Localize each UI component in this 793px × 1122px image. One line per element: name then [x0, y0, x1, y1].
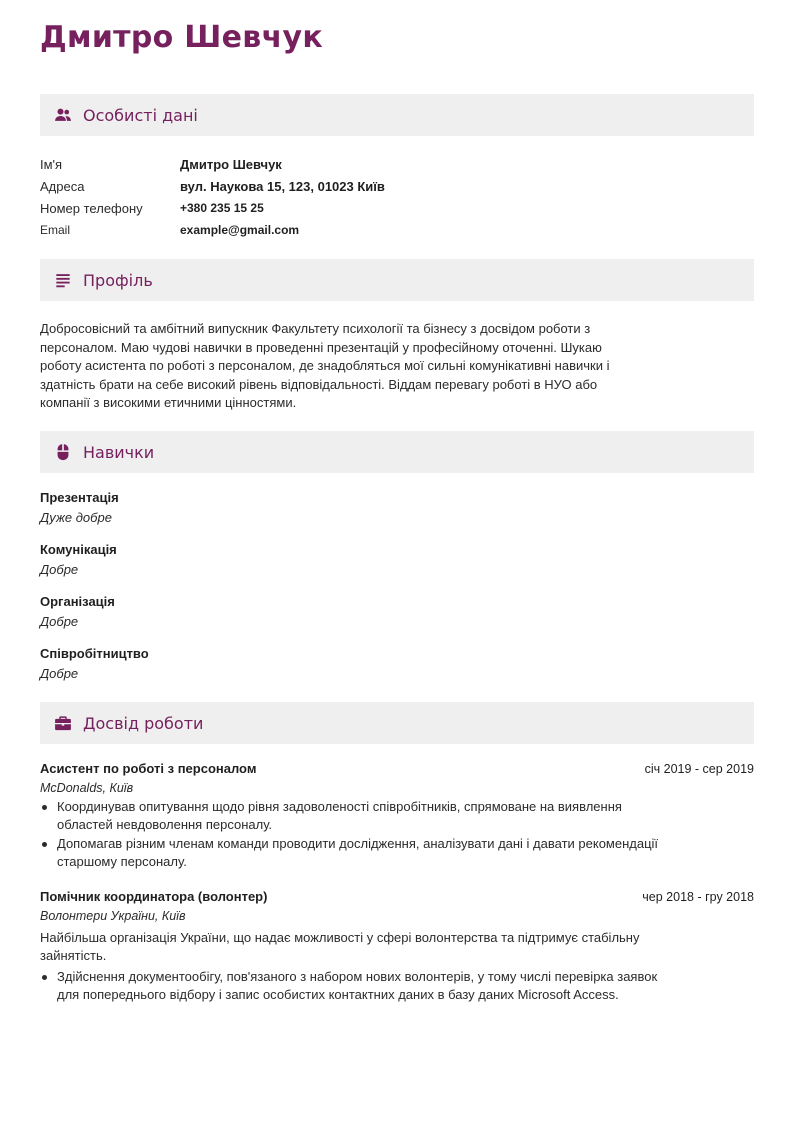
job-title: Помічник координатора (волонтер) [40, 889, 268, 904]
job-entry [40, 761, 754, 872]
section-title: Навички [83, 442, 155, 462]
skill-name: Комунікація [40, 542, 117, 557]
skill-item [40, 541, 117, 579]
skill-name: Співробітництво [40, 646, 149, 661]
job-organization: McDonalds, Київ [40, 781, 134, 795]
section-title: Особисті дані [83, 105, 198, 125]
resume-name: Дмитро Шевчук [40, 20, 323, 55]
job-bullets [40, 968, 660, 1004]
field-value: +380 235 15 25 [180, 201, 264, 215]
job-title: Асистент по роботі з персоналом [40, 761, 257, 776]
skill-name: Презентація [40, 490, 119, 505]
section-experience-header [40, 702, 754, 744]
section-title: Профіль [83, 270, 153, 290]
skill-name: Організація [40, 594, 115, 609]
text-lines-icon [52, 269, 74, 291]
personal-row-name [40, 155, 282, 173]
skill-level: Добре [40, 614, 79, 629]
personal-row-address [40, 177, 385, 195]
field-value: Дмитро Шевчук [180, 156, 282, 172]
job-entry [40, 889, 754, 1005]
mouse-icon [52, 441, 74, 463]
list-item: Координував опитування щодо рівня задоволеності співробітників, спрямоване на виявлення областей невдоволення персоналу. [40, 798, 660, 834]
section-profile-header [40, 259, 754, 301]
section-skills-header [40, 431, 754, 473]
skill-level: Добре [40, 562, 79, 577]
field-label: Номер телефону [40, 200, 143, 216]
skill-level: Дуже добре [40, 510, 112, 525]
field-label: Адреса [40, 178, 85, 194]
field-label: Ім'я [40, 156, 63, 172]
job-dates: чер 2018 - гру 2018 [642, 890, 754, 904]
skill-item [40, 489, 119, 527]
skill-item [40, 645, 149, 683]
field-value: вул. Наукова 15, 123, 01023 Київ [180, 178, 385, 194]
list-item: Здійснення документообігу, пов'язаного з набором нових волонтерів, у тому числі перевірка заявок для попереднього відбору і запис особистих контактних даних в базу даних Microsoft Access. [40, 968, 660, 1004]
profile-text: Добросовісний та амбітний випускник Факультету психології та бізнесу з досвідом роботи з персоналом. Маю чудові навички в проведенні презентацій у професійному оточенні. Шукаю роботу асистента по роботі з персоналом, де знадобляться мої сильні комунікативні навички і здатність брати на себе високий рівень відповідальності. Віддам перевагу роботі в НУО або компанії з високими етичними цінностями. [40, 321, 610, 410]
users-icon [52, 104, 74, 126]
job-dates: січ 2019 - сер 2019 [644, 762, 754, 776]
briefcase-icon [52, 712, 74, 734]
field-label: Email [40, 223, 71, 237]
job-organization: Волонтери України, Київ [40, 909, 186, 923]
skill-item [40, 593, 115, 631]
job-description: Найбільша організація України, що надає можливості у сфері волонтерства та підтримує стабільну зайнятість. [40, 930, 640, 963]
job-bullets [40, 798, 660, 871]
field-value: example@gmail.com [180, 223, 300, 237]
personal-row-email [40, 221, 299, 239]
skill-level: Добре [40, 666, 79, 681]
section-personal-header [40, 94, 754, 136]
list-item: Допомагав різним членам команди проводити дослідження, аналізувати дані і давати рекомендації старшому персоналу. [40, 835, 660, 871]
personal-row-phone [40, 199, 264, 217]
section-title: Досвід роботи [83, 713, 204, 733]
